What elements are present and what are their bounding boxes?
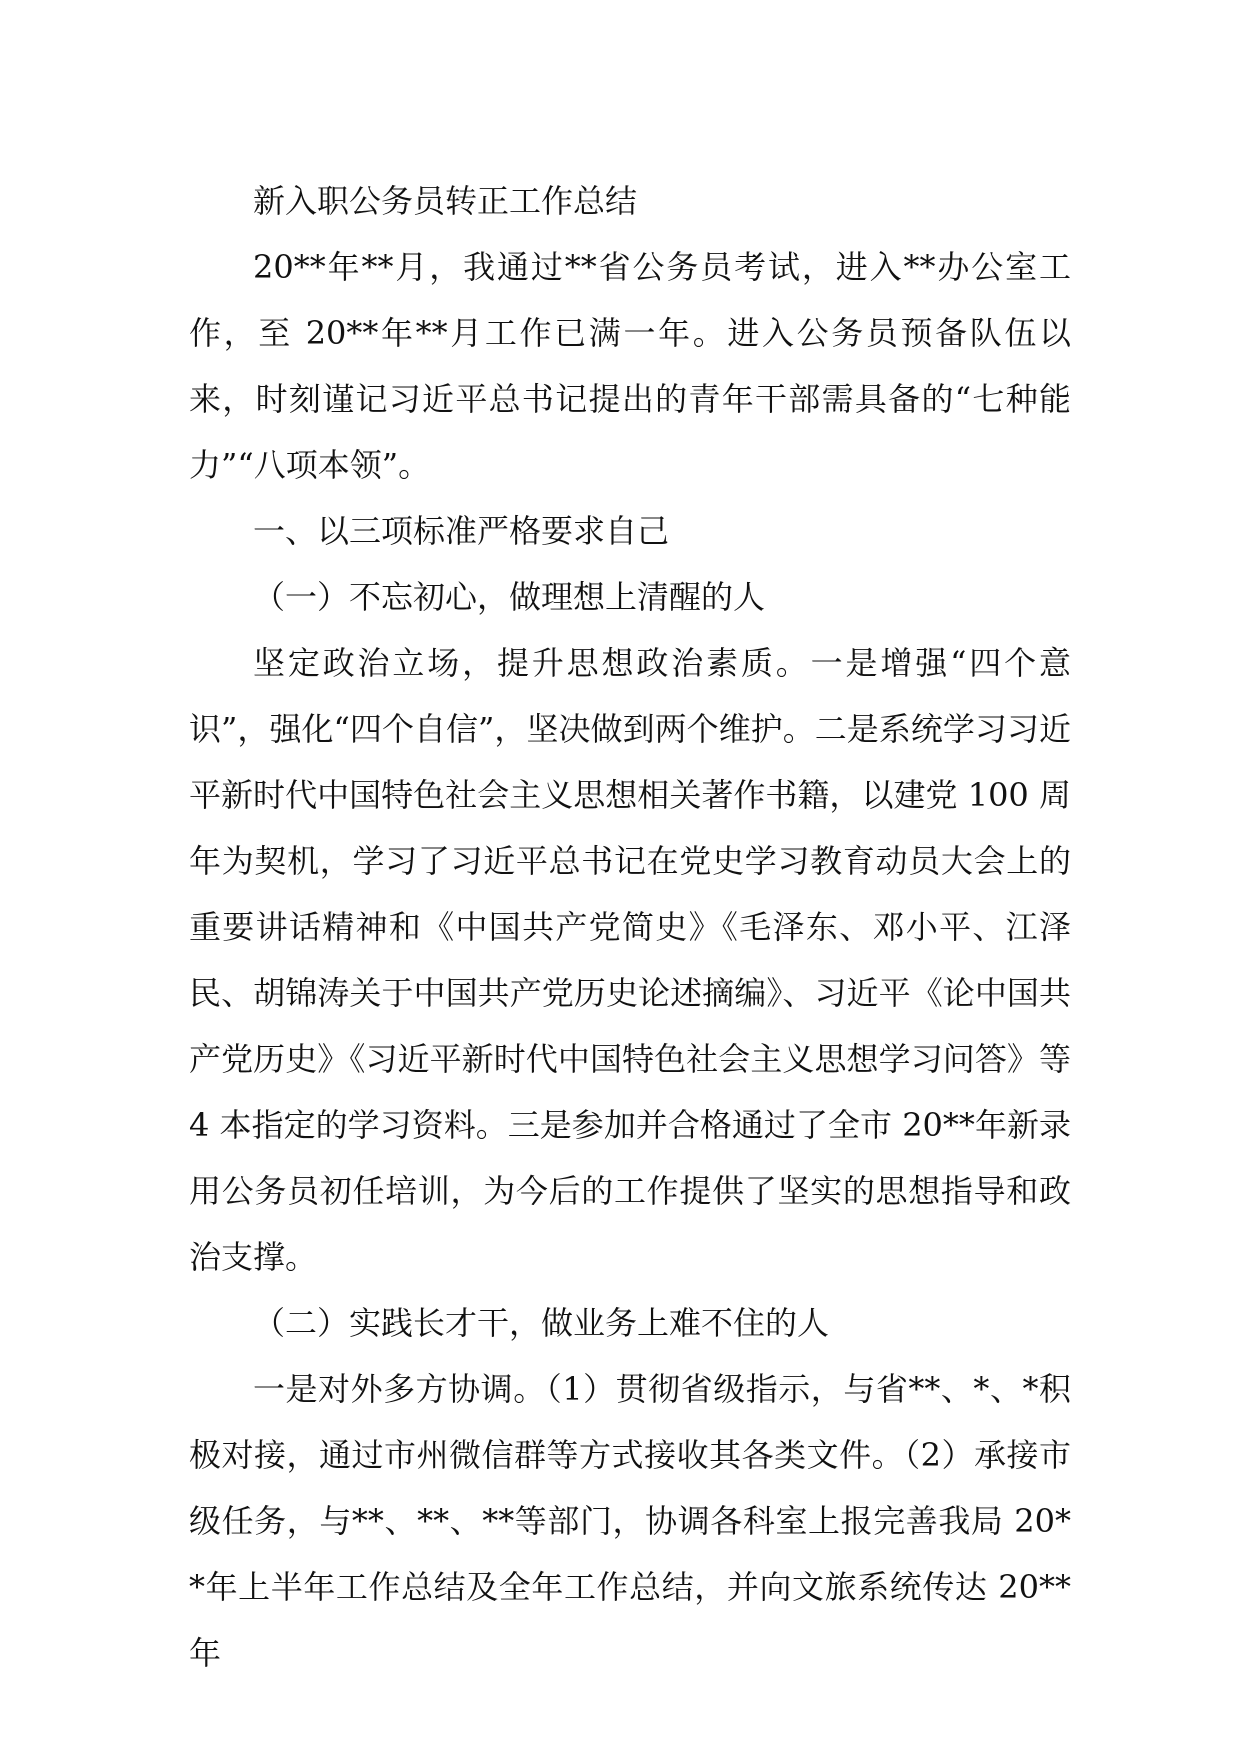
paragraph-coordination: 一是对外多方协调。（1）贯彻省级指示，与省**、*、*积极对接，通过市州微信群等方式接收其各类文件。（2）承接市级任务，与**、**、**等部门，协调各科室上报完善我局 20**年上半年工作总结及全年工作总结，并向文旅系统传达 20**年 <box>189 1370 1071 1672</box>
subsection-heading-1: （一）不忘初心，做理想上清醒的人 <box>253 578 766 616</box>
document-title: 新入职公务员转正工作总结 <box>253 182 638 220</box>
paragraph-intro: 20**年**月，我通过**省公务员考试，进入**办公室工作，至 20**年**月工作已满一年。进入公务员预备队伍以来，时刻谨记习近平总书记提出的青年干部需具备的“七种能力”“八项本领”。 <box>189 248 1071 484</box>
section-heading-1: 一、以三项标准严格要求自己 <box>253 512 670 550</box>
subsection-heading-2: （二）实践长才干，做业务上难不住的人 <box>253 1304 830 1342</box>
document-body <box>189 168 1071 1686</box>
paragraph-political: 坚定政治立场，提升思想政治素质。一是增强“四个意识”，强化“四个自信”，坚决做到两个维护。二是系统学习习近平新时代中国特色社会主义思想相关著作书籍，以建党 100 周年为契机，学习了习近平总书记在党史学习教育动员大会上的重要讲话精神和《中国共产党简史》《毛泽东、邓小平、江泽民、胡锦涛关于中国共产党历史论述摘编》、习近平《论中国共产党历史》《习近平新时代中国特色社会主义思想学习问答》等 4 本指定的学习资料。三是参加并合格通过了全市 20**年新录用公务员初任培训，为今后的工作提供了坚实的思想指导和政治支撑。 <box>189 644 1071 1276</box>
